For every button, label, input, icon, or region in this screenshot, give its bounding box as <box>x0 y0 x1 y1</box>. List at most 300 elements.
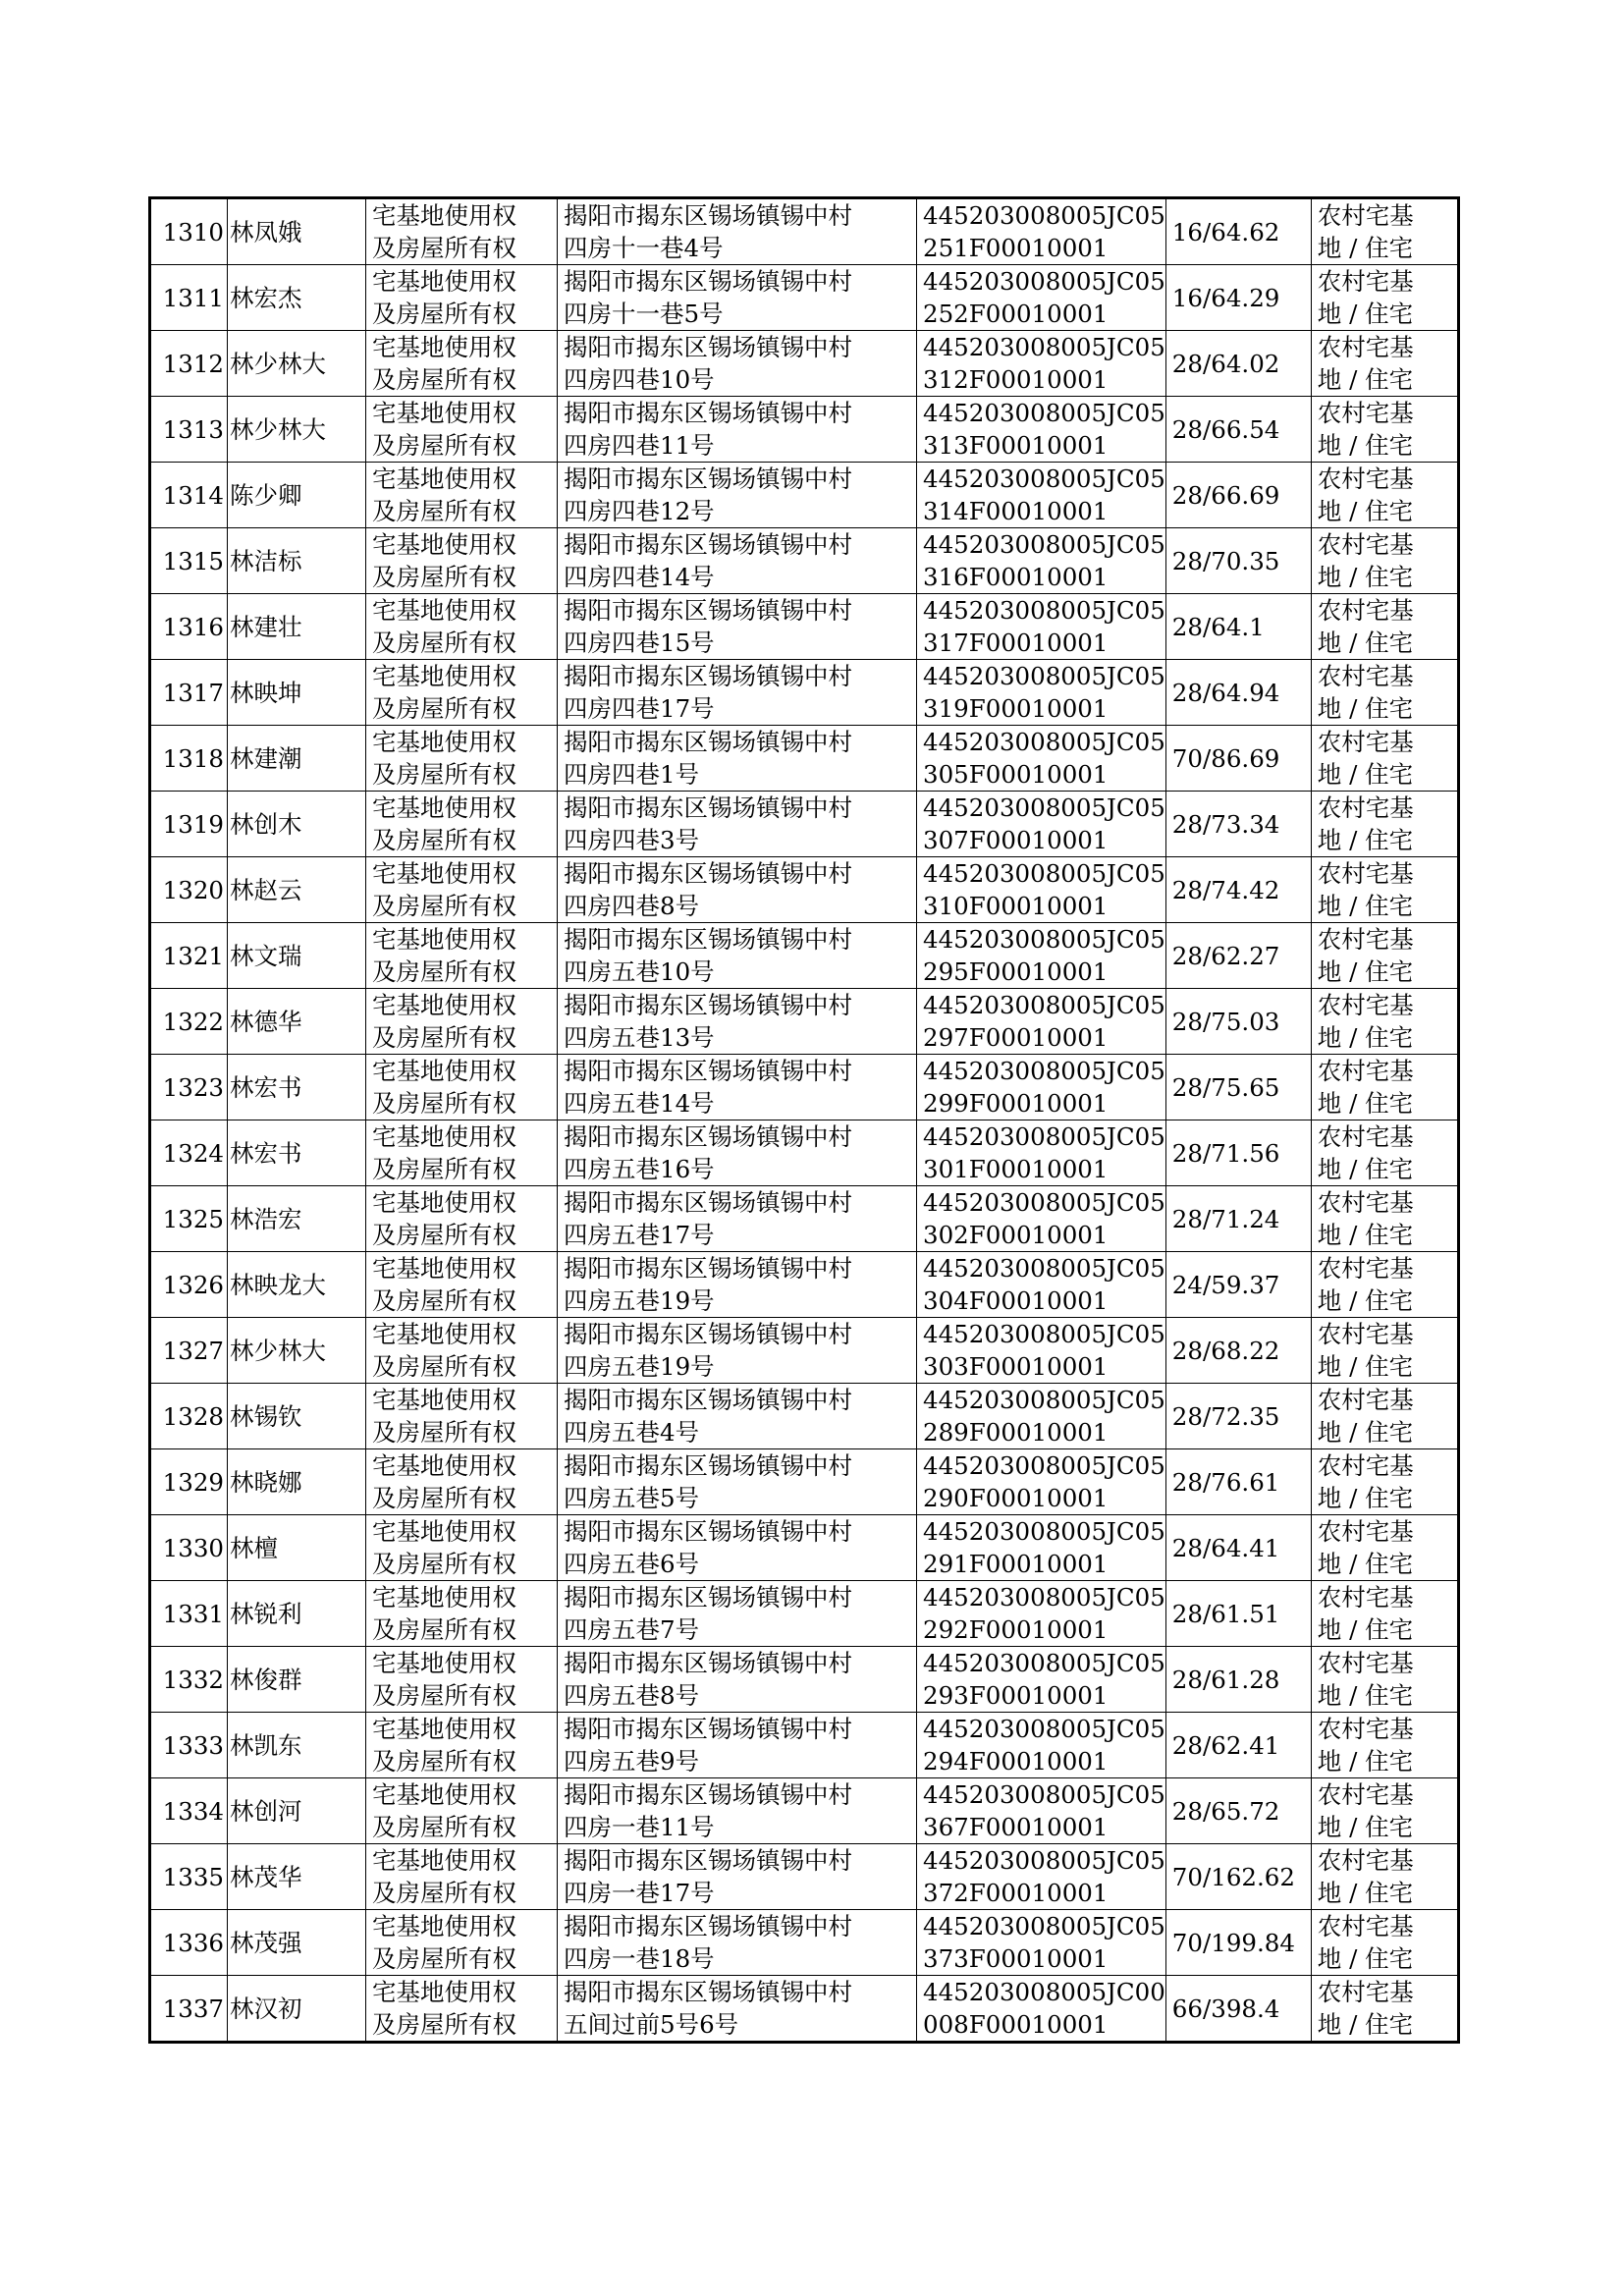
address-cell-line-1: 揭阳市揭东区锡场镇锡中村 <box>564 1386 852 1414</box>
unit-code-cell-line-1: 445203008005JC05 <box>923 925 1165 954</box>
unit-code-cell <box>917 857 1166 923</box>
area-cell: 28/75.03 <box>1165 989 1311 1055</box>
right-type-cell <box>366 1120 558 1186</box>
unit-code-cell <box>917 1055 1166 1120</box>
land-use-cell-line-1: 农村宅基 <box>1317 1254 1414 1283</box>
land-use-cell-line-2: 地 / 住宅 <box>1317 1944 1414 1973</box>
right-type-cell-line-2: 及房屋所有权 <box>372 760 516 789</box>
unit-code-cell <box>917 1384 1166 1449</box>
right-type-cell-line-1: 宅基地使用权 <box>372 1715 516 1743</box>
table-row <box>150 1778 1459 1844</box>
unit-code-cell <box>917 397 1166 463</box>
unit-code-cell-line-2: 312F00010001 <box>923 365 1109 394</box>
unit-code-cell-line-1: 445203008005JC05 <box>923 1122 1165 1151</box>
right-type-cell-line-1: 宅基地使用权 <box>372 1188 516 1217</box>
address-cell-line-2: 四房五巷5号 <box>564 1484 700 1512</box>
right-type-cell-line-2: 及房屋所有权 <box>372 628 516 657</box>
right-type-cell-line-2: 及房屋所有权 <box>372 826 516 854</box>
area-cell: 70/162.62 <box>1165 1844 1311 1910</box>
right-type-cell-line-1: 宅基地使用权 <box>372 1254 516 1283</box>
area-cell: 70/199.84 <box>1165 1910 1311 1976</box>
unit-code-cell-line-2: 316F00010001 <box>923 563 1109 591</box>
table-row <box>150 1910 1459 1976</box>
land-use-cell-line-1: 农村宅基 <box>1317 1912 1414 1940</box>
right-type-cell-line-1: 宅基地使用权 <box>372 1320 516 1348</box>
unit-code-cell-line-2: 317F00010001 <box>923 628 1109 657</box>
land-use-cell-line-2: 地 / 住宅 <box>1317 1879 1414 1907</box>
right-type-cell <box>366 1515 558 1581</box>
right-type-cell-line-1: 宅基地使用权 <box>372 662 516 690</box>
unit-code-cell <box>917 660 1166 726</box>
address-cell <box>558 528 917 594</box>
unit-code-cell-line-1: 445203008005JC05 <box>923 1780 1165 1809</box>
area-cell: 28/61.28 <box>1165 1647 1311 1713</box>
land-use-cell-line-1: 农村宅基 <box>1317 1057 1414 1085</box>
unit-code-cell-line-2: 307F00010001 <box>923 826 1109 854</box>
land-use-cell-line-2: 地 / 住宅 <box>1317 1155 1414 1183</box>
right-type-cell-line-2: 及房屋所有权 <box>372 1879 516 1907</box>
right-type-cell-line-1: 宅基地使用权 <box>372 1451 516 1480</box>
unit-code-cell-line-2: 372F00010001 <box>923 1879 1109 1907</box>
address-cell-line-1: 揭阳市揭东区锡场镇锡中村 <box>564 991 852 1019</box>
owner-name-cell: 林宏书 <box>228 1055 366 1120</box>
unit-code-cell-line-1: 445203008005JC05 <box>923 267 1165 296</box>
unit-code-cell <box>917 923 1166 989</box>
address-cell-line-1: 揭阳市揭东区锡场镇锡中村 <box>564 1188 852 1217</box>
right-type-cell-line-2: 及房屋所有权 <box>372 1023 516 1052</box>
owner-name-cell: 林锡钦 <box>228 1384 366 1449</box>
owner-name-cell: 林晓娜 <box>228 1449 366 1515</box>
unit-code-cell-line-1: 445203008005JC05 <box>923 991 1165 1019</box>
unit-code-cell-line-2: 294F00010001 <box>923 1747 1109 1776</box>
address-cell-line-2: 四房五巷6号 <box>564 1550 700 1578</box>
address-cell-line-1: 揭阳市揭东区锡场镇锡中村 <box>564 1715 852 1743</box>
land-use-cell-line-1: 农村宅基 <box>1317 1386 1414 1414</box>
right-type-cell <box>366 923 558 989</box>
address-cell-line-2: 四房一巷17号 <box>564 1879 715 1907</box>
table-body <box>150 198 1459 2043</box>
table-row <box>150 397 1459 463</box>
address-cell-line-1: 揭阳市揭东区锡场镇锡中村 <box>564 333 852 361</box>
table-row <box>150 198 1459 265</box>
land-use-cell <box>1311 989 1458 1055</box>
land-use-cell-line-2: 地 / 住宅 <box>1317 1747 1414 1776</box>
area-cell: 28/75.65 <box>1165 1055 1311 1120</box>
address-cell-line-2: 四房五巷19号 <box>564 1352 715 1381</box>
unit-code-cell <box>917 528 1166 594</box>
table-row <box>150 792 1459 857</box>
address-cell-line-1: 揭阳市揭东区锡场镇锡中村 <box>564 1649 852 1677</box>
record-number-cell: 1313 <box>150 397 228 463</box>
address-cell <box>558 1647 917 1713</box>
area-cell: 28/65.72 <box>1165 1778 1311 1844</box>
right-type-cell-line-2: 及房屋所有权 <box>372 1089 516 1118</box>
table-row <box>150 1976 1459 2043</box>
unit-code-cell-line-1: 445203008005JC05 <box>923 1583 1165 1612</box>
right-type-cell-line-1: 宅基地使用权 <box>372 859 516 888</box>
table-row <box>150 1581 1459 1647</box>
land-use-cell-line-2: 地 / 住宅 <box>1317 1484 1414 1512</box>
address-cell-line-1: 揭阳市揭东区锡场镇锡中村 <box>564 596 852 625</box>
table-row <box>150 1120 1459 1186</box>
unit-code-cell-line-1: 445203008005JC05 <box>923 1451 1165 1480</box>
land-use-cell <box>1311 857 1458 923</box>
land-use-cell-line-1: 农村宅基 <box>1317 1517 1414 1546</box>
land-use-cell-line-2: 地 / 住宅 <box>1317 1615 1414 1644</box>
unit-code-cell <box>917 198 1166 265</box>
land-use-cell <box>1311 1844 1458 1910</box>
address-cell <box>558 1384 917 1449</box>
right-type-cell-line-1: 宅基地使用权 <box>372 399 516 427</box>
right-type-cell-line-2: 及房屋所有权 <box>372 957 516 986</box>
address-cell-line-1: 揭阳市揭东区锡场镇锡中村 <box>564 728 852 756</box>
unit-code-cell <box>917 1910 1166 1976</box>
owner-name-cell: 林檀 <box>228 1515 366 1581</box>
right-type-cell <box>366 1647 558 1713</box>
area-cell: 28/64.1 <box>1165 594 1311 660</box>
address-cell-line-2: 四房四巷1号 <box>564 760 700 789</box>
unit-code-cell-line-1: 445203008005JC05 <box>923 1517 1165 1546</box>
right-type-cell <box>366 463 558 528</box>
right-type-cell-line-1: 宅基地使用权 <box>372 1583 516 1612</box>
address-cell-line-2: 四房五巷4号 <box>564 1418 700 1447</box>
right-type-cell-line-2: 及房屋所有权 <box>372 1352 516 1381</box>
address-cell-line-2: 四房四巷3号 <box>564 826 700 854</box>
owner-name-cell: 林宏书 <box>228 1120 366 1186</box>
owner-name-cell: 林洁标 <box>228 528 366 594</box>
address-cell-line-1: 揭阳市揭东区锡场镇锡中村 <box>564 859 852 888</box>
right-type-cell-line-2: 及房屋所有权 <box>372 365 516 394</box>
land-use-cell <box>1311 1647 1458 1713</box>
address-cell-line-1: 揭阳市揭东区锡场镇锡中村 <box>564 530 852 559</box>
unit-code-cell-line-2: 252F00010001 <box>923 300 1109 328</box>
land-use-cell <box>1311 1449 1458 1515</box>
owner-name-cell: 林茂强 <box>228 1910 366 1976</box>
area-cell: 28/66.69 <box>1165 463 1311 528</box>
area-cell: 28/64.41 <box>1165 1515 1311 1581</box>
address-cell-line-2: 四房四巷17号 <box>564 694 715 723</box>
land-use-cell-line-1: 农村宅基 <box>1317 530 1414 559</box>
address-cell-line-2: 四房五巷10号 <box>564 957 715 986</box>
owner-name-cell: 林俊群 <box>228 1647 366 1713</box>
right-type-cell-line-2: 及房屋所有权 <box>372 1221 516 1249</box>
land-use-cell <box>1311 1186 1458 1252</box>
address-cell <box>558 1252 917 1318</box>
land-use-cell-line-1: 农村宅基 <box>1317 925 1414 954</box>
land-use-cell-line-1: 农村宅基 <box>1317 1780 1414 1809</box>
right-type-cell-line-1: 宅基地使用权 <box>372 201 516 230</box>
right-type-cell-line-2: 及房屋所有权 <box>372 1681 516 1710</box>
land-use-cell-line-2: 地 / 住宅 <box>1317 694 1414 723</box>
owner-name-cell: 林创河 <box>228 1778 366 1844</box>
address-cell <box>558 1844 917 1910</box>
record-number-cell: 1318 <box>150 726 228 792</box>
owner-name-cell: 陈少卿 <box>228 463 366 528</box>
address-cell-line-2: 四房五巷8号 <box>564 1681 700 1710</box>
unit-code-cell <box>917 1976 1166 2043</box>
owner-name-cell: 林建潮 <box>228 726 366 792</box>
table-row <box>150 463 1459 528</box>
unit-code-cell-line-2: 291F00010001 <box>923 1550 1109 1578</box>
unit-code-cell-line-2: 293F00010001 <box>923 1681 1109 1710</box>
land-use-cell-line-2: 地 / 住宅 <box>1317 365 1414 394</box>
right-type-cell-line-1: 宅基地使用权 <box>372 1517 516 1546</box>
unit-code-cell-line-2: 305F00010001 <box>923 760 1109 789</box>
right-type-cell-line-1: 宅基地使用权 <box>372 925 516 954</box>
address-cell-line-1: 揭阳市揭东区锡场镇锡中村 <box>564 662 852 690</box>
area-cell: 16/64.29 <box>1165 265 1311 331</box>
address-cell-line-2: 四房一巷11号 <box>564 1813 715 1841</box>
record-number-cell: 1325 <box>150 1186 228 1252</box>
address-cell-line-2: 四房五巷7号 <box>564 1615 700 1644</box>
right-type-cell-line-2: 及房屋所有权 <box>372 892 516 920</box>
address-cell <box>558 198 917 265</box>
address-cell <box>558 1186 917 1252</box>
address-cell-line-1: 揭阳市揭东区锡场镇锡中村 <box>564 1122 852 1151</box>
land-use-cell <box>1311 1976 1458 2043</box>
address-cell-line-2: 四房五巷16号 <box>564 1155 715 1183</box>
right-type-cell-line-1: 宅基地使用权 <box>372 728 516 756</box>
right-type-cell-line-1: 宅基地使用权 <box>372 1780 516 1809</box>
address-cell-line-1: 揭阳市揭东区锡场镇锡中村 <box>564 1057 852 1085</box>
table-row <box>150 1318 1459 1384</box>
unit-code-cell <box>917 1844 1166 1910</box>
land-use-cell <box>1311 198 1458 265</box>
record-number-cell: 1324 <box>150 1120 228 1186</box>
address-cell <box>558 923 917 989</box>
record-number-cell: 1333 <box>150 1713 228 1778</box>
unit-code-cell-line-1: 445203008005JC05 <box>923 793 1165 822</box>
land-use-cell-line-2: 地 / 住宅 <box>1317 1681 1414 1710</box>
right-type-cell-line-1: 宅基地使用权 <box>372 1057 516 1085</box>
right-type-cell-line-2: 及房屋所有权 <box>372 234 516 262</box>
record-number-cell: 1316 <box>150 594 228 660</box>
land-use-cell <box>1311 1252 1458 1318</box>
record-number-cell: 1332 <box>150 1647 228 1713</box>
right-type-cell-line-2: 及房屋所有权 <box>372 1286 516 1315</box>
land-use-cell-line-1: 农村宅基 <box>1317 1649 1414 1677</box>
address-cell <box>558 1515 917 1581</box>
right-type-cell <box>366 1713 558 1778</box>
unit-code-cell-line-2: 297F00010001 <box>923 1023 1109 1052</box>
owner-name-cell: 林凤娥 <box>228 198 366 265</box>
land-use-cell <box>1311 1515 1458 1581</box>
right-type-cell-line-1: 宅基地使用权 <box>372 1978 516 2006</box>
record-number-cell: 1317 <box>150 660 228 726</box>
address-cell <box>558 792 917 857</box>
land-use-cell-line-2: 地 / 住宅 <box>1317 1089 1414 1118</box>
unit-code-cell-line-1: 445203008005JC05 <box>923 1254 1165 1283</box>
right-type-cell-line-1: 宅基地使用权 <box>372 1912 516 1940</box>
table-row <box>150 1449 1459 1515</box>
unit-code-cell <box>917 989 1166 1055</box>
unit-code-cell-line-2: 251F00010001 <box>923 234 1109 262</box>
address-cell-line-1: 揭阳市揭东区锡场镇锡中村 <box>564 1517 852 1546</box>
land-use-cell <box>1311 528 1458 594</box>
table-row <box>150 1252 1459 1318</box>
land-use-cell-line-2: 地 / 住宅 <box>1317 1813 1414 1841</box>
unit-code-cell-line-1: 445203008005JC05 <box>923 1188 1165 1217</box>
owner-name-cell: 林少林大 <box>228 1318 366 1384</box>
owner-name-cell: 林映坤 <box>228 660 366 726</box>
address-cell-line-1: 揭阳市揭东区锡场镇锡中村 <box>564 267 852 296</box>
right-type-cell-line-1: 宅基地使用权 <box>372 1386 516 1414</box>
unit-code-cell-line-1: 445203008005JC05 <box>923 201 1165 230</box>
land-use-cell-line-1: 农村宅基 <box>1317 859 1414 888</box>
land-use-cell-line-2: 地 / 住宅 <box>1317 234 1414 262</box>
unit-code-cell <box>917 726 1166 792</box>
unit-code-cell-line-2: 314F00010001 <box>923 497 1109 525</box>
right-type-cell <box>366 594 558 660</box>
address-cell <box>558 1318 917 1384</box>
land-use-cell-line-1: 农村宅基 <box>1317 793 1414 822</box>
record-number-cell: 1320 <box>150 857 228 923</box>
right-type-cell-line-2: 及房屋所有权 <box>372 1418 516 1447</box>
address-cell <box>558 726 917 792</box>
land-use-cell <box>1311 726 1458 792</box>
unit-code-cell <box>917 1186 1166 1252</box>
right-type-cell <box>366 989 558 1055</box>
address-cell-line-2: 四房四巷12号 <box>564 497 715 525</box>
unit-code-cell-line-1: 445203008005JC05 <box>923 728 1165 756</box>
right-type-cell <box>366 1186 558 1252</box>
land-use-cell-line-2: 地 / 住宅 <box>1317 1286 1414 1315</box>
unit-code-cell-line-1: 445203008005JC05 <box>923 859 1165 888</box>
right-type-cell-line-1: 宅基地使用权 <box>372 793 516 822</box>
right-type-cell-line-1: 宅基地使用权 <box>372 333 516 361</box>
unit-code-cell-line-1: 445203008005JC05 <box>923 1320 1165 1348</box>
land-use-cell-line-1: 农村宅基 <box>1317 596 1414 625</box>
address-cell <box>558 1910 917 1976</box>
owner-name-cell: 林映龙大 <box>228 1252 366 1318</box>
area-cell: 28/70.35 <box>1165 528 1311 594</box>
land-use-cell-line-1: 农村宅基 <box>1317 464 1414 493</box>
record-number-cell: 1326 <box>150 1252 228 1318</box>
area-cell: 28/73.34 <box>1165 792 1311 857</box>
area-cell: 28/72.35 <box>1165 1384 1311 1449</box>
right-type-cell-line-1: 宅基地使用权 <box>372 267 516 296</box>
owner-name-cell: 林建壮 <box>228 594 366 660</box>
address-cell <box>558 397 917 463</box>
address-cell <box>558 594 917 660</box>
right-type-cell <box>366 1910 558 1976</box>
land-use-cell-line-1: 农村宅基 <box>1317 1451 1414 1480</box>
unit-code-cell-line-1: 445203008005JC05 <box>923 399 1165 427</box>
land-use-cell <box>1311 463 1458 528</box>
address-cell-line-2: 四房四巷11号 <box>564 431 715 460</box>
unit-code-cell-line-2: 008F00010001 <box>923 2010 1109 2039</box>
table-row <box>150 1647 1459 1713</box>
land-use-cell <box>1311 660 1458 726</box>
area-cell: 28/74.42 <box>1165 857 1311 923</box>
land-use-cell-line-1: 农村宅基 <box>1317 1320 1414 1348</box>
right-type-cell <box>366 331 558 397</box>
unit-code-cell <box>917 1778 1166 1844</box>
right-type-cell <box>366 1844 558 1910</box>
address-cell <box>558 857 917 923</box>
right-type-cell-line-2: 及房屋所有权 <box>372 300 516 328</box>
unit-code-cell <box>917 1647 1166 1713</box>
address-cell-line-1: 揭阳市揭东区锡场镇锡中村 <box>564 925 852 954</box>
land-use-cell-line-1: 农村宅基 <box>1317 201 1414 230</box>
unit-code-cell-line-2: 301F00010001 <box>923 1155 1109 1183</box>
owner-name-cell: 林浩宏 <box>228 1186 366 1252</box>
unit-code-cell-line-2: 292F00010001 <box>923 1615 1109 1644</box>
address-cell-line-2: 四房五巷9号 <box>564 1747 700 1776</box>
area-cell: 28/71.56 <box>1165 1120 1311 1186</box>
land-use-cell <box>1311 397 1458 463</box>
area-cell: 28/61.51 <box>1165 1581 1311 1647</box>
table-row <box>150 594 1459 660</box>
right-type-cell <box>366 660 558 726</box>
address-cell-line-1: 揭阳市揭东区锡场镇锡中村 <box>564 1583 852 1612</box>
land-use-cell-line-2: 地 / 住宅 <box>1317 1221 1414 1249</box>
address-cell-line-1: 揭阳市揭东区锡场镇锡中村 <box>564 464 852 493</box>
land-use-cell-line-2: 地 / 住宅 <box>1317 1550 1414 1578</box>
right-type-cell <box>366 528 558 594</box>
unit-code-cell-line-2: 304F00010001 <box>923 1286 1109 1315</box>
address-cell-line-1: 揭阳市揭东区锡场镇锡中村 <box>564 1254 852 1283</box>
address-cell-line-1: 揭阳市揭东区锡场镇锡中村 <box>564 1846 852 1875</box>
right-type-cell-line-2: 及房屋所有权 <box>372 694 516 723</box>
address-cell <box>558 1055 917 1120</box>
record-number-cell: 1322 <box>150 989 228 1055</box>
right-type-cell <box>366 1252 558 1318</box>
area-cell: 24/59.37 <box>1165 1252 1311 1318</box>
address-cell <box>558 989 917 1055</box>
unit-code-cell <box>917 265 1166 331</box>
right-type-cell <box>366 857 558 923</box>
unit-code-cell-line-1: 445203008005JC05 <box>923 1057 1165 1085</box>
land-use-cell-line-1: 农村宅基 <box>1317 267 1414 296</box>
owner-name-cell: 林少林大 <box>228 331 366 397</box>
unit-code-cell-line-1: 445203008005JC05 <box>923 1649 1165 1677</box>
right-type-cell-line-2: 及房屋所有权 <box>372 1615 516 1644</box>
unit-code-cell-line-1: 445203008005JC05 <box>923 1846 1165 1875</box>
address-cell-line-2: 四房五巷17号 <box>564 1221 715 1249</box>
land-use-cell-line-1: 农村宅基 <box>1317 1122 1414 1151</box>
land-use-cell-line-1: 农村宅基 <box>1317 1715 1414 1743</box>
land-use-cell-line-2: 地 / 住宅 <box>1317 2010 1414 2039</box>
address-cell <box>558 265 917 331</box>
land-use-cell-line-1: 农村宅基 <box>1317 991 1414 1019</box>
address-cell <box>558 1120 917 1186</box>
right-type-cell-line-2: 及房屋所有权 <box>372 1747 516 1776</box>
right-type-cell-line-2: 及房屋所有权 <box>372 1813 516 1841</box>
area-cell: 16/64.62 <box>1165 198 1311 265</box>
record-number-cell: 1314 <box>150 463 228 528</box>
right-type-cell-line-2: 及房屋所有权 <box>372 563 516 591</box>
table-row <box>150 528 1459 594</box>
land-use-cell-line-1: 农村宅基 <box>1317 1978 1414 2006</box>
address-cell-line-1: 揭阳市揭东区锡场镇锡中村 <box>564 201 852 230</box>
record-number-cell: 1328 <box>150 1384 228 1449</box>
right-type-cell <box>366 1055 558 1120</box>
address-cell-line-2: 四房一巷18号 <box>564 1944 715 1973</box>
address-cell <box>558 1778 917 1844</box>
owner-name-cell: 林文瑞 <box>228 923 366 989</box>
right-type-cell-line-2: 及房屋所有权 <box>372 497 516 525</box>
unit-code-cell <box>917 594 1166 660</box>
right-type-cell-line-2: 及房屋所有权 <box>372 1484 516 1512</box>
unit-code-cell <box>917 1252 1166 1318</box>
land-use-cell-line-1: 农村宅基 <box>1317 662 1414 690</box>
address-cell-line-2: 四房五巷19号 <box>564 1286 715 1315</box>
land-use-cell-line-1: 农村宅基 <box>1317 333 1414 361</box>
owner-name-cell: 林汉初 <box>228 1976 366 2043</box>
record-number-cell: 1330 <box>150 1515 228 1581</box>
land-use-cell <box>1311 792 1458 857</box>
